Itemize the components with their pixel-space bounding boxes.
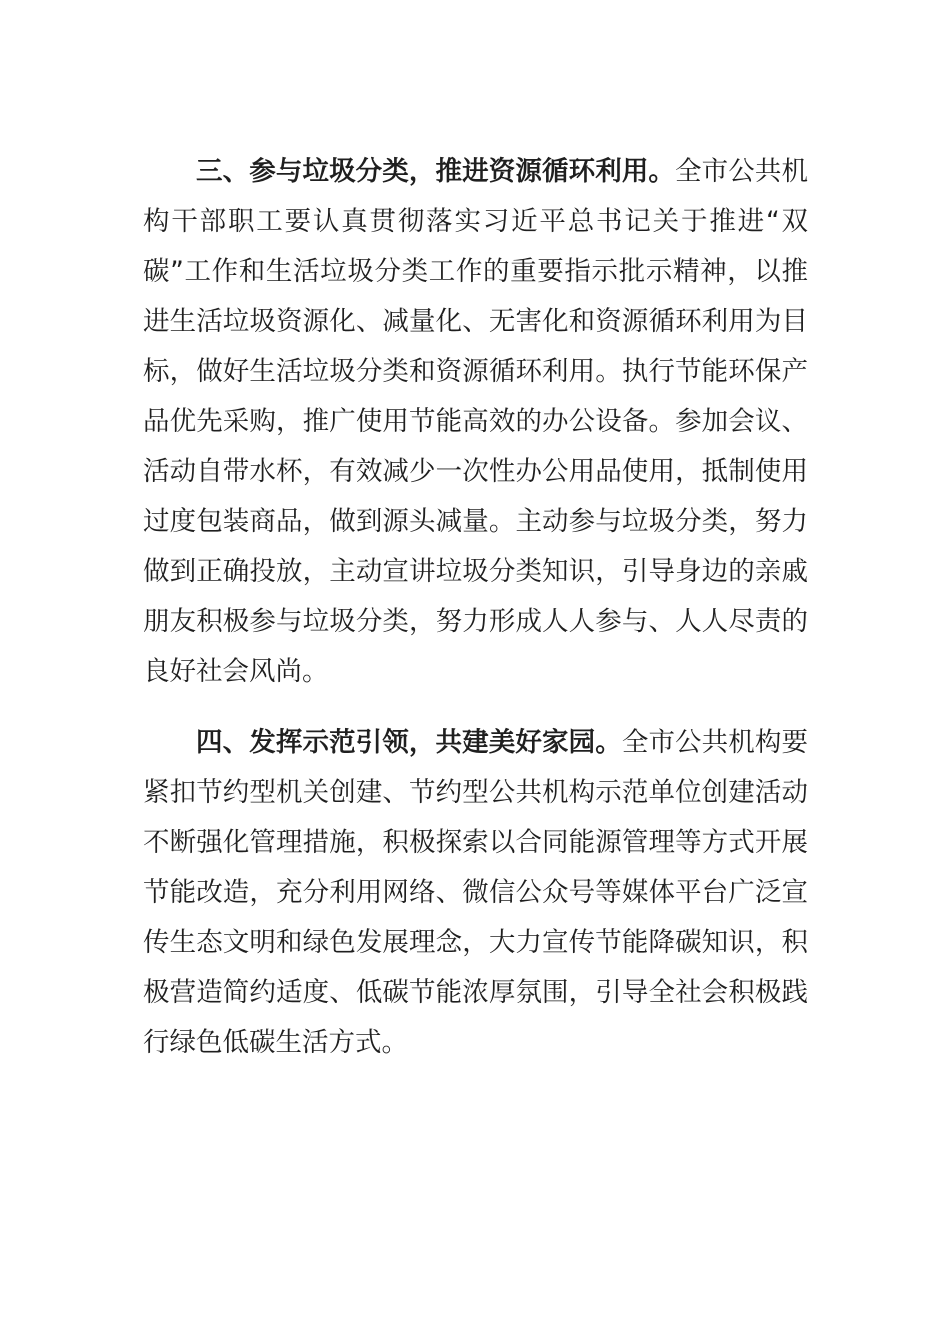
paragraph-heading: 三、参与垃圾分类，推进资源循环利用。 bbox=[196, 156, 676, 187]
paragraph-text: 全市公共机构干部职工要认真贯彻落实习近平总书记关于推进“双碳”工作和生活垃圾分类工作的重要指示批示精神，以推进生活垃圾资源化、减量化、无害化和资源循环利用为目标，做好生活垃圾分类和资源循环利用。执行节能环保产品优先采购，推广使用节能高效的办公设备。参加会议、活动自带水杯，有效减少一次性办公用品使用，抵制使用过度包装商品，做到源头减量。主动参与垃圾分类，努力做到正确投放，主动宣讲垃圾分类知识，引导身边的亲戚朋友积极参与垃圾分类，努力形成人人参与、人人尽责的良好社会风尚。 bbox=[143, 156, 809, 687]
paragraph-demonstration bbox=[143, 718, 808, 1068]
document-body bbox=[143, 147, 808, 1068]
paragraph-heading: 四、发挥示范引领，共建美好家园。 bbox=[196, 727, 622, 758]
paragraph-garbage-sorting bbox=[143, 147, 808, 697]
paragraph-text: 全市公共机构要紧扣节约型机关创建、节约型公共机构示范单位创建活动不断强化管理措施，积极探索以合同能源管理等方式开展节能改造，充分利用网络、微信公众号等媒体平台广泛宣传生态文明和绿色发展理念，大力宣传节能降碳知识，积极营造简约适度、低碳节能浓厚氛围，引导全社会积极践行绿色低碳生活方式。 bbox=[143, 727, 809, 1058]
